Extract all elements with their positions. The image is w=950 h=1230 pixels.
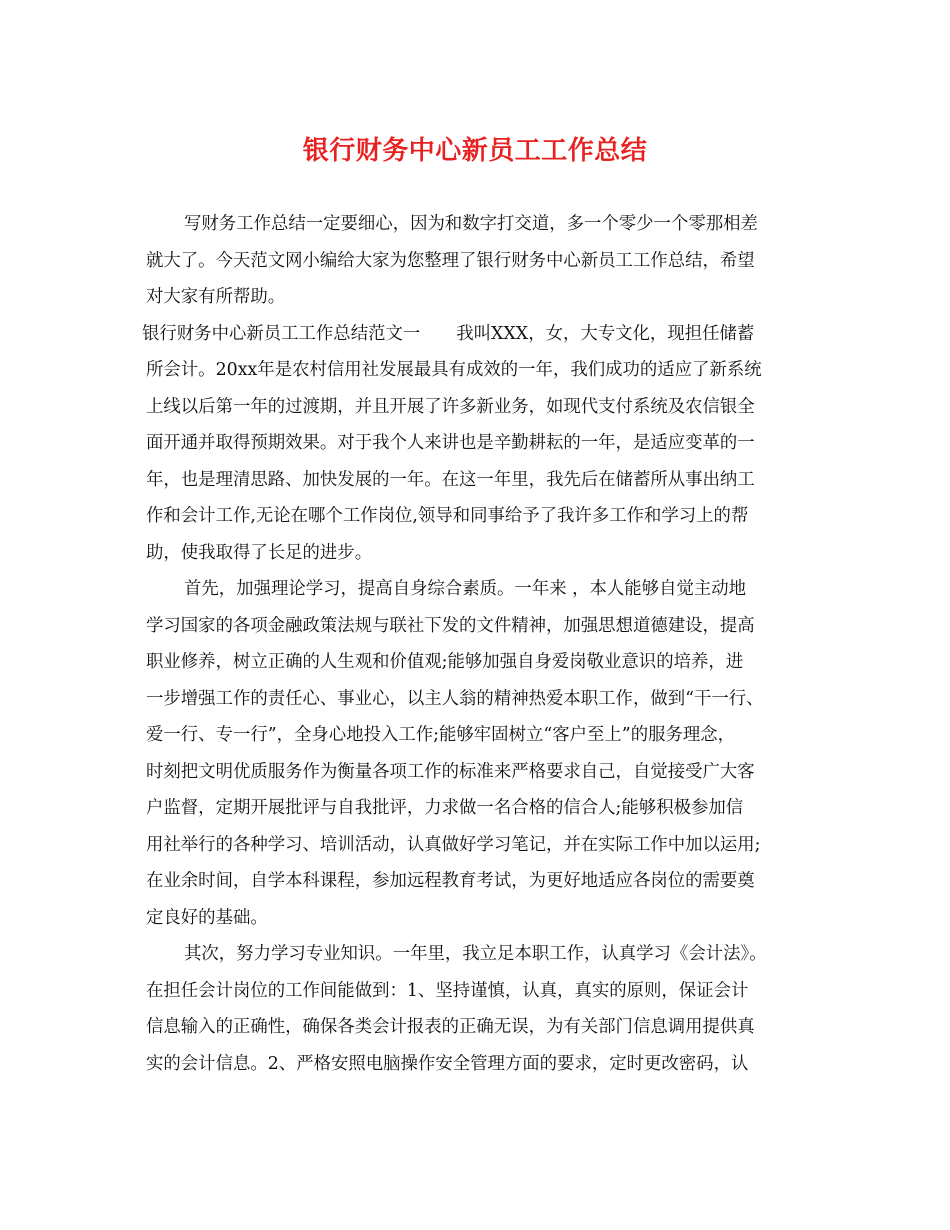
paragraph-line: 用社举行的各种学习、培训活动，认真做好学习笔记，并在实际工作中加以运用; bbox=[146, 834, 761, 855]
section-heading-line bbox=[142, 316, 826, 353]
paragraph-line: 在担任会计岗位的工作间能做到：1、坚持谨慎，认真，真实的原则，保证会计 bbox=[146, 980, 749, 1001]
paragraph-line: 户监督，定期开展批评与自我批评，力求做一名合格的信合人;能够积极参加信 bbox=[146, 798, 744, 818]
paragraph-line: 首先，加强理论学习，提高自身综合素质。一年来 ，本人能够自觉主动地 bbox=[184, 579, 747, 599]
paragraph-line: 爱一行、专一行”，全身心地投入工作;能够牢固树立“客户至上”的服务理念， bbox=[146, 725, 736, 745]
paragraph-line: 面开通并取得预期效果。对于我个人来讲也是辛勤耕耘的一年，是适应变革的一 bbox=[146, 433, 755, 453]
paragraph-line: 就大了。今天范文网小编给大家为您整理了银行财务中心新员工工作总结，希望 bbox=[146, 250, 755, 271]
paragraph-line: 职业修养，树立正确的人生观和价值观;能够加强自身爱岗敬业意识的培养，进 bbox=[146, 652, 744, 672]
paragraph-line: 定良好的基础。 bbox=[146, 907, 268, 928]
paragraph-line: 一步增强工作的责任心、事业心，以主人翁的精神热爱本职工作，做到“干一行、 bbox=[146, 688, 764, 709]
paragraph-line: 助，使我取得了长足的进步。 bbox=[146, 542, 373, 563]
paragraph-line: 时刻把文明优质服务作为衡量各项工作的标准来严格要求自己，自觉接受广大客 bbox=[146, 761, 755, 782]
paragraph-line: 在业余时间，自学本科课程，参加远程教育考试，为更好地适应各岗位的需要奠 bbox=[146, 871, 755, 891]
document-title: 银行财务中心新员工工作总结 bbox=[302, 136, 648, 166]
paragraph-line: 实的会计信息。2、严格安照电脑操作安全管理方面的要求，定时更改密码，认 bbox=[146, 1053, 749, 1074]
section-heading: 银行财务中心新员工工作总结范文一 bbox=[142, 323, 421, 344]
paragraph-line: 信息输入的正确性，确保各类会计报表的正确无误，为有关部门信息调用提供真 bbox=[146, 1017, 755, 1037]
paragraph-line: 年，也是理清思路、加快发展的一年。在这一年里，我先后在储蓄所从事出纳工 bbox=[146, 469, 755, 490]
paragraph-line: 我叫XXX，女，大专文化，现担任储蓄 bbox=[456, 323, 755, 344]
paragraph-line: 学习国家的各项金融政策法规与联社下发的文件精神，加强思想道德建设，提高 bbox=[146, 615, 755, 636]
paragraph-line: 写财务工作总结一定要细心，因为和数字打交道，多一个零少一个零那相差 bbox=[184, 214, 758, 234]
paragraph-line: 其次，努力学习专业知识。一年里，我立足本职工作，认真学习《会计法》。 bbox=[184, 944, 767, 964]
paragraph-line: 上线以后第一年的过渡期，并且开展了许多新业务，如现代支付系统及农信银全 bbox=[146, 396, 755, 417]
paragraph-line: 所会计。20xx年是农村信用社发展最具有成效的一年，我们成功的适应了新系统 bbox=[146, 360, 762, 380]
document-body bbox=[142, 206, 826, 1082]
paragraph-line: 对大家有所帮助。 bbox=[146, 287, 286, 307]
paragraph-line: 作和会计工作,无论在哪个工作岗位,领导和同事给予了我许多工作和学习上的帮 bbox=[146, 506, 749, 526]
